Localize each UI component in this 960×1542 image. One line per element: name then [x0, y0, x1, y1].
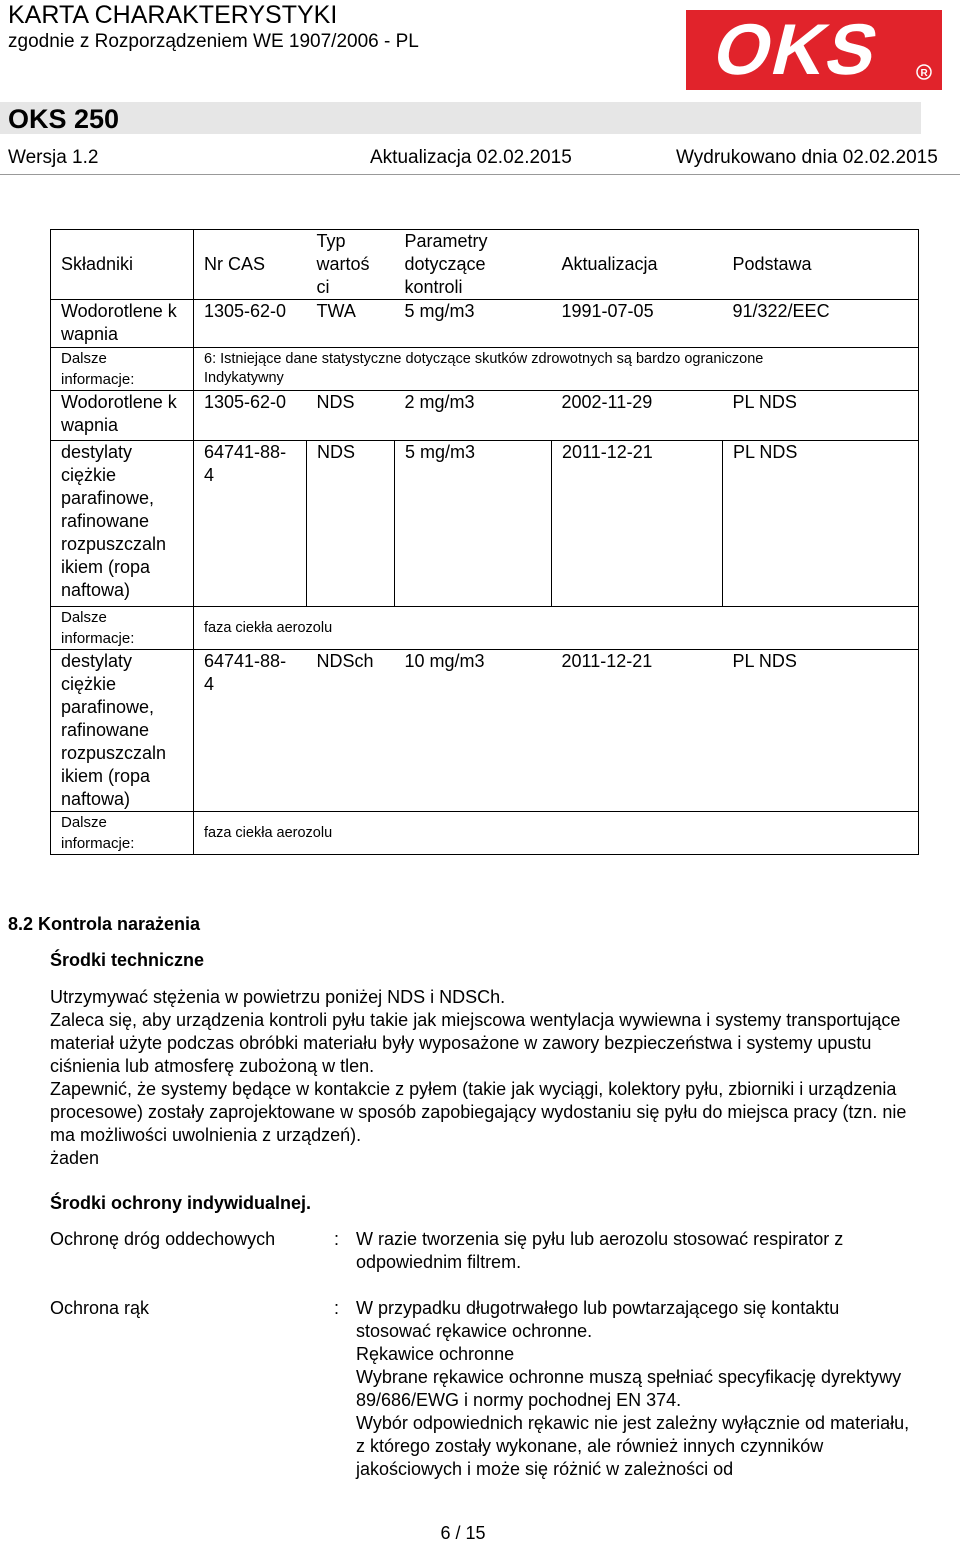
value-type: NDS [307, 391, 395, 441]
paragraph: Zaleca się, aby urządzenia kontroli pyłu takie jak miejscowa wentylacja wywiewna i systemy transportujące materiał użyte podczas obróbki materiału były wyposażone w zawory bezpieczeństwa i systemy upustu ciśnienia lub atmosferę zubożoną w tlen. [50, 1010, 901, 1076]
update-date: 1991-07-05 [552, 300, 723, 348]
paragraph: żaden [50, 1148, 100, 1168]
control-param: 5 mg/m3 [395, 441, 552, 607]
basis: PL NDS [723, 650, 919, 812]
info-text-2: Indykatywny [204, 370, 284, 386]
component-name: Wodorotlene k wapnia [51, 391, 194, 441]
version: Wersja 1.2 [8, 147, 99, 168]
paragraph: W przypadku długotrwałego lub powtarzającego się kontaktu stosować rękawice ochronne. [356, 1298, 840, 1341]
info-label: Dalsze informacje: [51, 607, 194, 650]
technical-measures-text [50, 986, 930, 1170]
product-bar [0, 102, 921, 134]
document-title: KARTA CHARAKTERYSTYKI [8, 1, 338, 29]
header-divider [0, 174, 960, 175]
col-header-cas: Nr CAS [194, 230, 307, 300]
control-param: 10 mg/m3 [395, 650, 552, 812]
update-date: 2011-12-21 [552, 650, 723, 812]
section-title: 8.2 Kontrola narażenia [8, 914, 201, 934]
value-type: TWA [307, 300, 395, 348]
table-row [51, 300, 919, 348]
basis: 91/322/EEC [723, 300, 919, 348]
cas-number: 64741-88- 4 [194, 650, 307, 812]
hand-text [356, 1297, 916, 1481]
table-row [51, 812, 919, 855]
hand-label: Ochrona rąk [50, 1298, 150, 1318]
paragraph: Utrzymywać stężenia w powietrzu poniżej NDS i NDSCh. [50, 987, 506, 1007]
value-type: NDS [307, 441, 395, 607]
component-name: destylaty ciężkie parafinowe, rafinowane rozpuszczaln ikiem (ropa naftowa) [51, 441, 194, 607]
hand-protection [50, 1297, 930, 1487]
paragraph: Wybór odpowiednich rękawic nie jest zależny wyłącznie od materiału, z którego zostały wykonane, ale również innych czynników jakościowych i może się różnić w zależności od [356, 1413, 910, 1479]
svg-text:R: R [920, 68, 928, 79]
info-note: faza ciekła aerozolu [194, 812, 919, 855]
respiratory-label: Ochronę dróg oddechowych [50, 1229, 276, 1249]
product-name: OKS 250 [8, 104, 120, 134]
col-header-update: Aktualizacja [552, 230, 723, 300]
table-row [51, 607, 919, 650]
update-date: Aktualizacja 02.02.2015 [370, 147, 572, 168]
paragraph: Rękawice ochronne [356, 1344, 515, 1364]
version-line [0, 146, 960, 176]
ppe-title: Środki ochrony indywidualnej. [50, 1193, 312, 1213]
cas-number: 64741-88- 4 [194, 441, 307, 607]
paragraph: Wybrane rękawice ochronne muszą spełniać specyfikację dyrektywy 89/686/EWG i normy pochodnej EN 374. [356, 1367, 902, 1410]
table-row [51, 441, 919, 607]
oks-logo [686, 10, 942, 90]
col-header-component: Składniki [51, 230, 194, 300]
respiratory-text: W razie tworzenia się pyłu lub aerozolu stosować respirator z odpowiednim filtrem. [356, 1229, 844, 1272]
cas-number: 1305-62-0 [194, 391, 307, 441]
table-row [51, 348, 919, 391]
update-date: 2011-12-21 [552, 441, 723, 607]
cas-number: 1305-62-0 [194, 300, 307, 348]
col-header-basis: Podstawa [723, 230, 919, 300]
respiratory-protection [50, 1228, 930, 1278]
info-label: Dalsze informacje: [51, 812, 194, 855]
control-param: 5 mg/m3 [395, 300, 552, 348]
component-name: Wodorotlene k wapnia [51, 300, 194, 348]
table-row [51, 650, 919, 812]
technical-measures-title: Środki techniczne [50, 950, 205, 970]
col-header-params: Parametry dotyczące kontroli [395, 230, 552, 300]
info-label: Dalsze informacje: [51, 348, 194, 391]
info-note [194, 348, 919, 391]
component-name: destylaty ciężkie parafinowe, rafinowane rozpuszczaln ikiem (ropa naftowa) [51, 650, 194, 812]
exposure-limits-table [50, 229, 919, 855]
colon: : [334, 1229, 340, 1249]
control-param: 2 mg/m3 [395, 391, 552, 441]
basis: PL NDS [723, 391, 919, 441]
table-row [51, 391, 919, 441]
print-date: Wydrukowano dnia 02.02.2015 [676, 147, 938, 168]
info-note: faza ciekła aerozolu [194, 607, 919, 650]
value-type: NDSch [307, 650, 395, 812]
document-subtitle: zgodnie z Rozporządzeniem WE 1907/2006 - PL [8, 31, 419, 52]
paragraph: Zapewnić, że systemy będące w kontakcie z pyłem (takie jak wyciągi, kolektory pyłu, zbiorniki i urządzenia procesowe) zostały zaprojektowane w sposób zapobiegający wydostaniu się pyłu do miejsca pracy (tzn. nie ma możliwości uwolnienia z urządzeń). [50, 1079, 907, 1145]
col-header-type: Typ wartoś ci [307, 230, 395, 300]
colon: : [334, 1298, 340, 1318]
basis: PL NDS [723, 441, 919, 607]
info-text: 6: Istniejące dane statystyczne dotyczące skutków zdrowotnych są bardzo ograniczone [204, 351, 764, 367]
update-date: 2002-11-29 [552, 391, 723, 441]
logo-text: OKS [706, 10, 889, 90]
page-number: 6 / 15 [440, 1523, 486, 1542]
